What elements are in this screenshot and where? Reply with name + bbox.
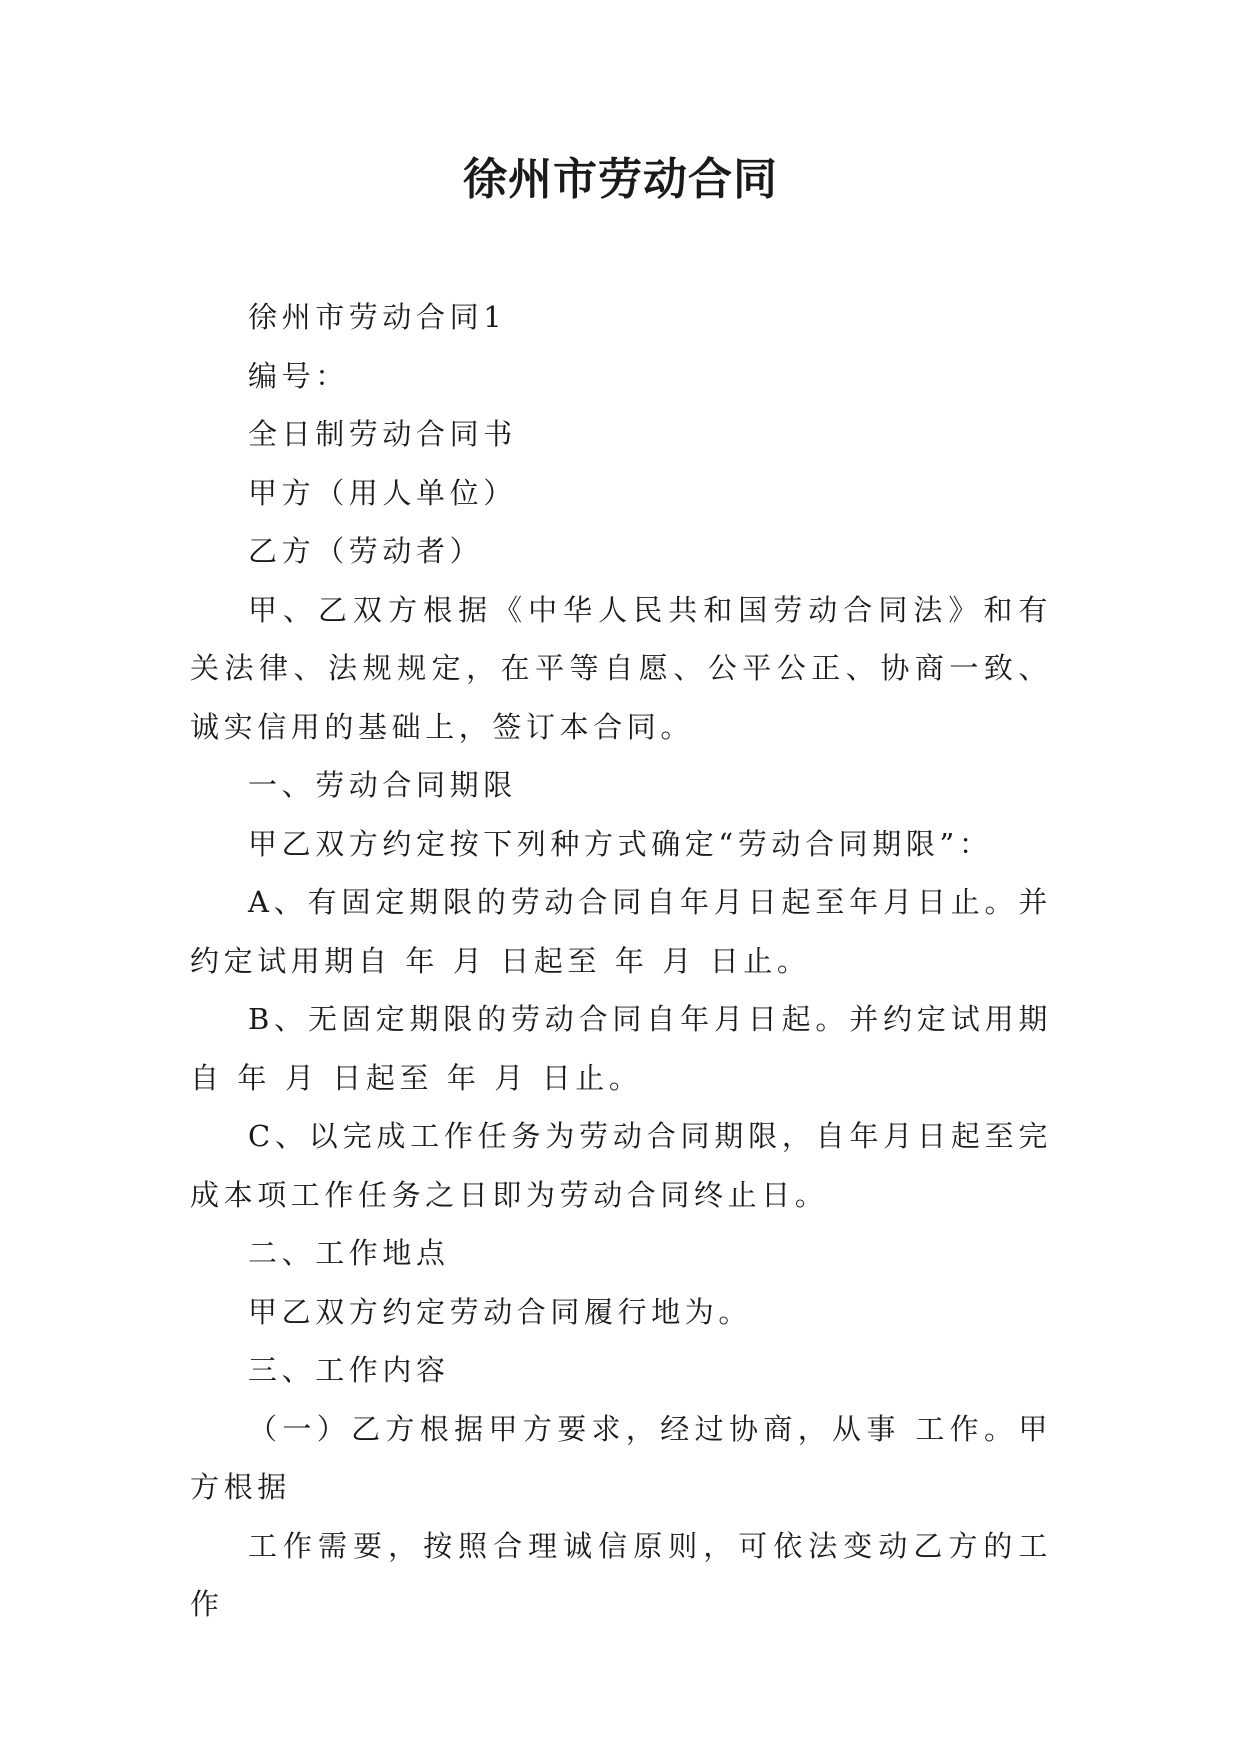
paragraph-location: 甲乙双方约定劳动合同履行地为。 — [248, 1294, 753, 1329]
paragraph-content-1: （一）乙方根据甲方要求，经过协商，从事 工作。甲方根据 — [190, 1411, 1052, 1504]
section-heading-content: 三、工作内容 — [248, 1353, 450, 1387]
paragraph-number: 编号： — [248, 358, 349, 393]
section-heading-location: 二、工作地点 — [248, 1236, 450, 1270]
paragraph-contract-type: 全日制劳动合同书 — [248, 417, 517, 451]
paragraph-preamble: 甲、乙双方根据《中华人民共和国劳动合同法》和有关法律、法规规定，在平等自愿、公平公正、协商一致、诚实信用的基础上，签订本合同。 — [190, 592, 1052, 744]
paragraph-doc-name: 徐州市劳动合同1 — [248, 300, 507, 334]
paragraph-party-a: 甲方（用人单位） — [248, 475, 517, 510]
paragraph-content-2: 工作需要，按照合理诚信原则，可依法变动乙方的工作 — [190, 1528, 1052, 1621]
paragraph-term-c: C、以完成工作任务为劳动合同期限，自年月日起至完成本项工作任务之日即为劳动合同终止日。 — [190, 1119, 1052, 1212]
document-body — [190, 288, 1052, 1634]
paragraph-party-b: 乙方（劳动者） — [248, 534, 484, 568]
section-heading-term: 一、劳动合同期限 — [248, 768, 517, 802]
paragraph-term-b: B、无固定期限的劳动合同自年月日起。并约定试用期自 年 月 日起至 年 月 日止。 — [190, 1002, 1052, 1095]
paragraph-term-a: A、有固定期限的劳动合同自年月日起至年月日止。并约定试用期自 年 月 日起至 年 月 日止。 — [190, 885, 1052, 978]
paragraph-term-intro: 甲乙双方约定按下列种方式确定“劳动合同期限”： — [248, 826, 993, 861]
document-title: 徐州市劳动合同 — [463, 154, 778, 205]
